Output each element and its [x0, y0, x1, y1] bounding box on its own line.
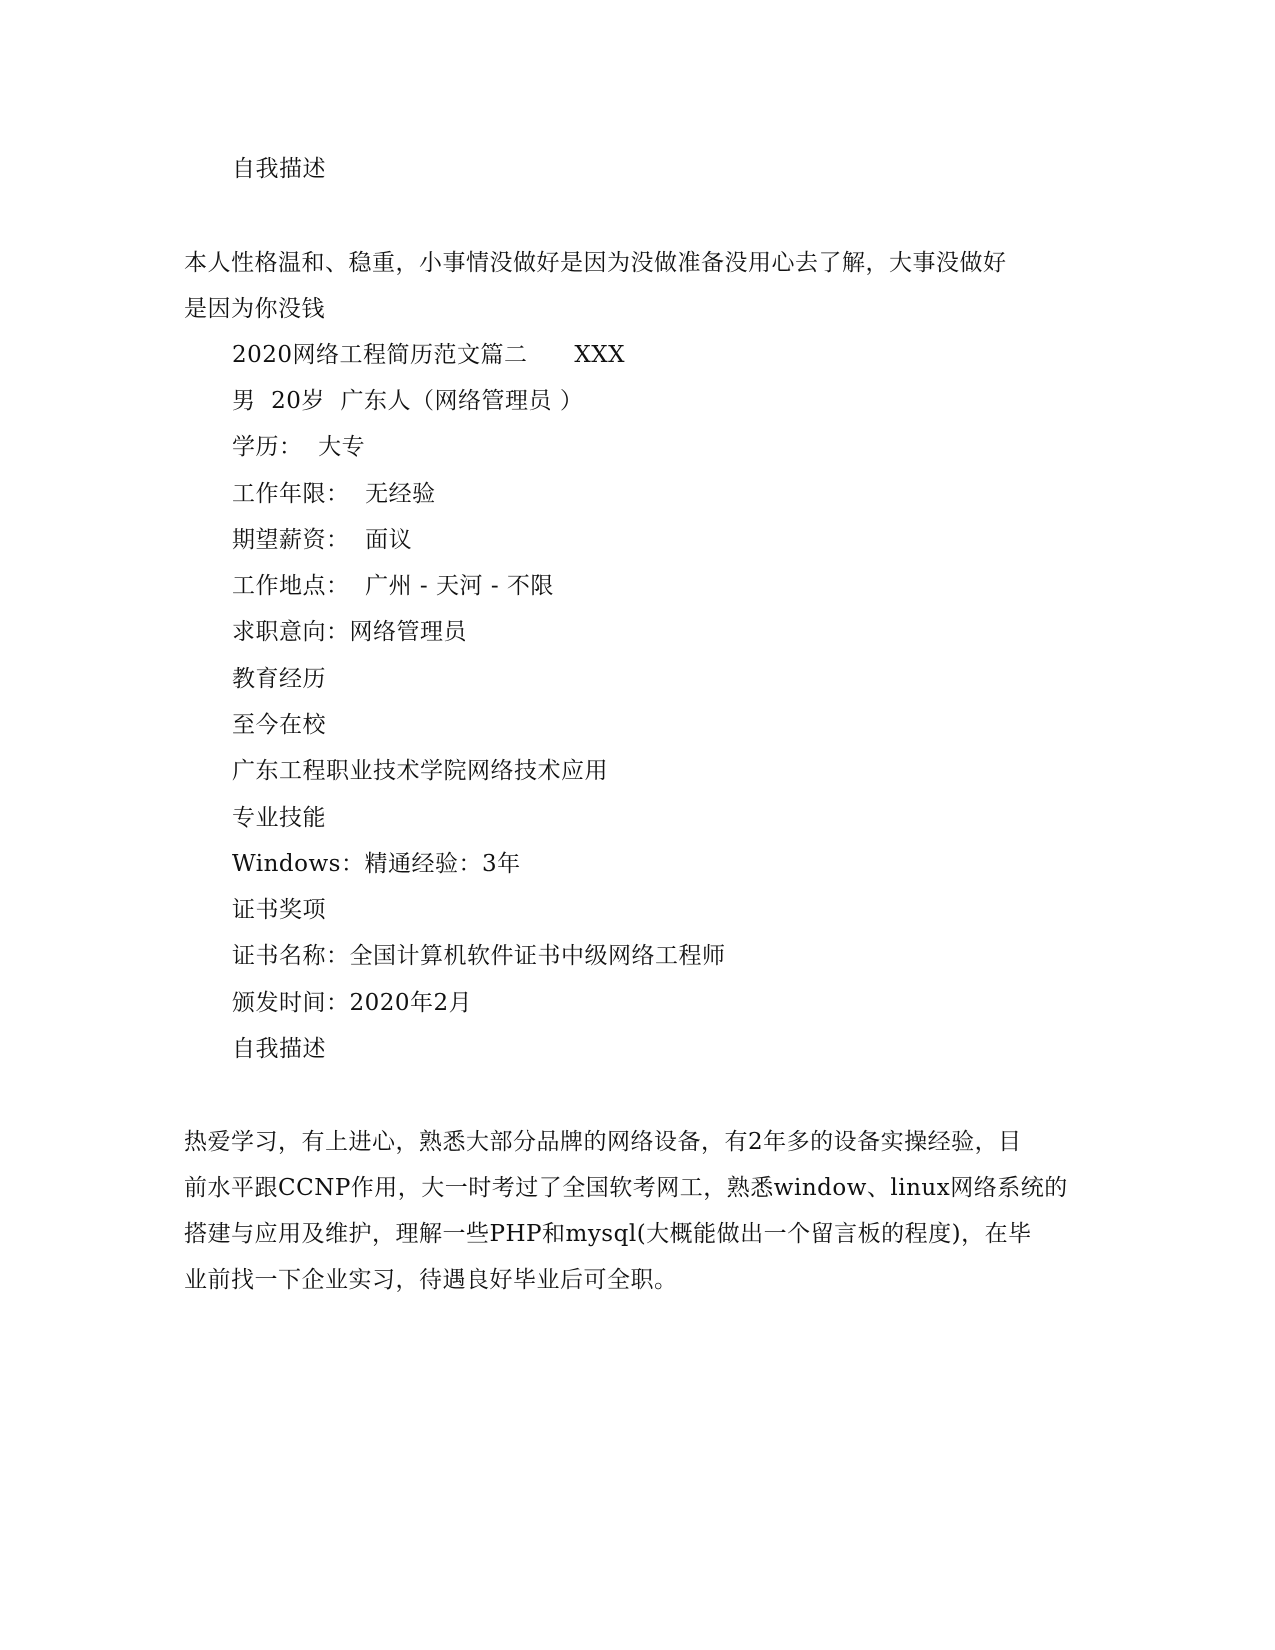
section-heading-certificates: 证书奖项: [232, 897, 326, 923]
personal-info: 男 20岁 广东人（网络管理员 ）: [232, 388, 584, 414]
self-description-paragraph: [184, 1119, 1068, 1303]
job-intent: 求职意向：网络管理员: [232, 619, 467, 645]
education-level: 学历： 大专: [232, 434, 366, 460]
section-heading-skills: 专业技能: [232, 805, 326, 831]
section-heading-education: 教育经历: [232, 666, 326, 692]
paragraph-line: 热爱学习，有上进心，熟悉大部分品牌的网络设备，有2年多的设备实操经验，目: [184, 1129, 1022, 1155]
intro-text-line: 本人性格温和、稳重，小事情没做好是因为没做准备没用心去了解，大事没做好: [184, 250, 1007, 276]
section-heading-self-description: 自我描述: [232, 1036, 326, 1062]
paragraph-line: 业前找一下企业实习，待遇良好毕业后可全职。: [184, 1267, 678, 1293]
certificate-name: 证书名称：全国计算机软件证书中级网络工程师: [232, 943, 726, 969]
intro-text-line: 是因为你没钱: [184, 296, 325, 322]
paragraph-line: 前水平跟CCNP作用，大一时考过了全国软考网工，熟悉window、linux网络系统的: [184, 1175, 1068, 1201]
expected-salary: 期望薪资： 面议: [232, 527, 413, 553]
skill-item: Windows：精通经验：3年: [232, 851, 521, 877]
paragraph-line: 搭建与应用及维护，理解一些PHP和mysql(大概能做出一个留言板的程度)，在毕: [184, 1221, 1032, 1247]
certificate-date: 颁发时间：2020年2月: [232, 990, 473, 1016]
work-location: 工作地点： 广州 - 天河 - 不限: [232, 573, 554, 599]
section-heading-self-description: 自我描述: [232, 156, 326, 182]
education-period: 至今在校: [232, 712, 326, 738]
resume-title: 2020网络工程简历范文篇二 XXX: [232, 342, 626, 368]
education-school: 广东工程职业技术学院网络技术应用: [232, 758, 608, 784]
work-years: 工作年限： 无经验: [232, 481, 436, 507]
